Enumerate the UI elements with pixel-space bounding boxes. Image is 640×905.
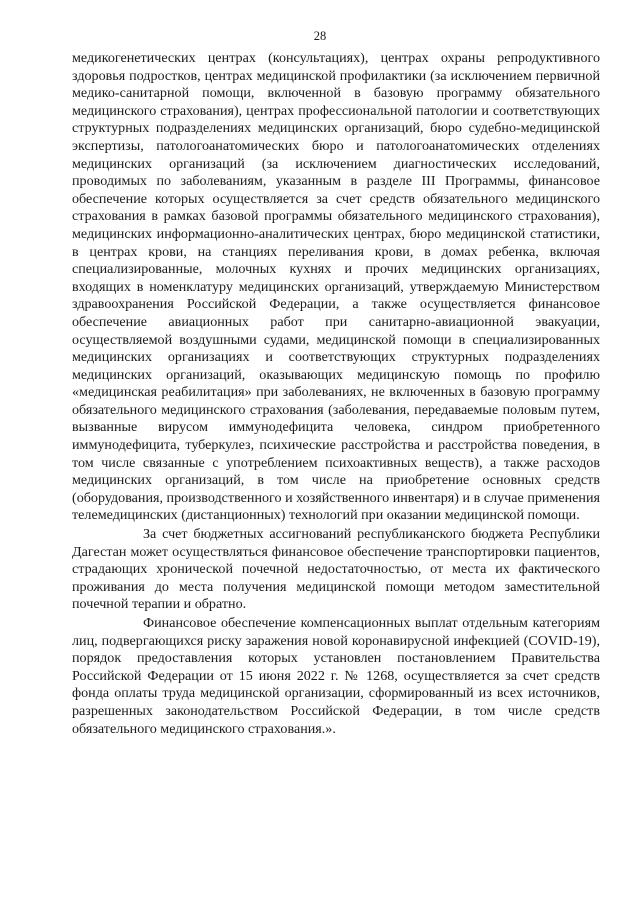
paragraph-continuation: медикогенетических центрах (консультациях), центрах охраны репродуктивного здоровья подростков, центрах медицинской профилактики (за исключением первичной медико-санитарной помощи, включенной в базовую программу обязательного медицинского страхования), центрах профессиональной патологии и соответствующих структурных подразделениях медицинских организаций, бюро судебно-медицинской экспертизы, патологоанатомических бюро и патологоанатомических отделениях медицинских организаций (за исключением диагностических исследований, проводимых по заболеваниям, указанным в разделе III Программы, финансовое обеспечение которых осуществляется за счет средств обязательного медицинского страхования в рамках базовой программы обязательного медицинского страхования), медицинских информационно-аналитических центрах, бюро медицинской статистики, в центрах крови, на станциях переливания крови, в домах ребенка, включая специализированные, молочных кухнях и прочих медицинских организациях, входящих в номенклатуру медицинских организаций, утверждаемую Министерством здравоохранения Российской Федерации, а также осуществляется финансовое обеспечение авиационных работ при санитарно-авиационной эвакуации, осуществляемой воздушными судами, медицинской помощи в специализированных медицинских организациях и соответствующих структурных подразделениях медицинских организаций, оказывающих медицинскую помощь по профилю «медицинская реабилитация» при заболеваниях, не включенных в базовую программу обязательного медицинского страхования (заболевания, передаваемые половым путем, вызванные вирусом иммунодефицита человека, синдром приобретенного иммунодефицита, туберкулез, психические расстройства и расстройства поведения, в том числе связанные с употреблением психоактивных веществ), а также расходов медицинских организаций, в том числе на приобретение основных средств (оборудования, производственного и хозяйственного инвентаря) и в случае применения телемедицинских (дистанционных) технологий при оказании медицинской помощи.	[72, 50, 600, 524]
page-number: 28	[313, 29, 327, 43]
paragraph-covid-compensation: Финансовое обеспечение компенсационных выплат отдельным категориям лиц, подвергающихся риску заражения новой коронавирусной инфекцией (COVID-19), порядок предоставления которых установлен постановлением Правительства Российской Федерации от 15 июня 2022 г. № 1268, осуществляется за счет средств фонда оплаты труда медицинской организации, сформированный из всех источников, разрешенных законодательством Российской Федерации, в том числе средств обязательного медицинского страхования.».	[72, 615, 600, 737]
paragraph-transportation-funding: За счет бюджетных ассигнований республиканского бюджета Республики Дагестан может осуществляться финансовое обеспечение транспортировки пациентов, страдающих хронической почечной недостаточностью, от места их фактического проживания до места получения медицинской помощи методом заместительной почечной терапии и обратно.	[72, 526, 600, 613]
document-body	[72, 50, 600, 738]
